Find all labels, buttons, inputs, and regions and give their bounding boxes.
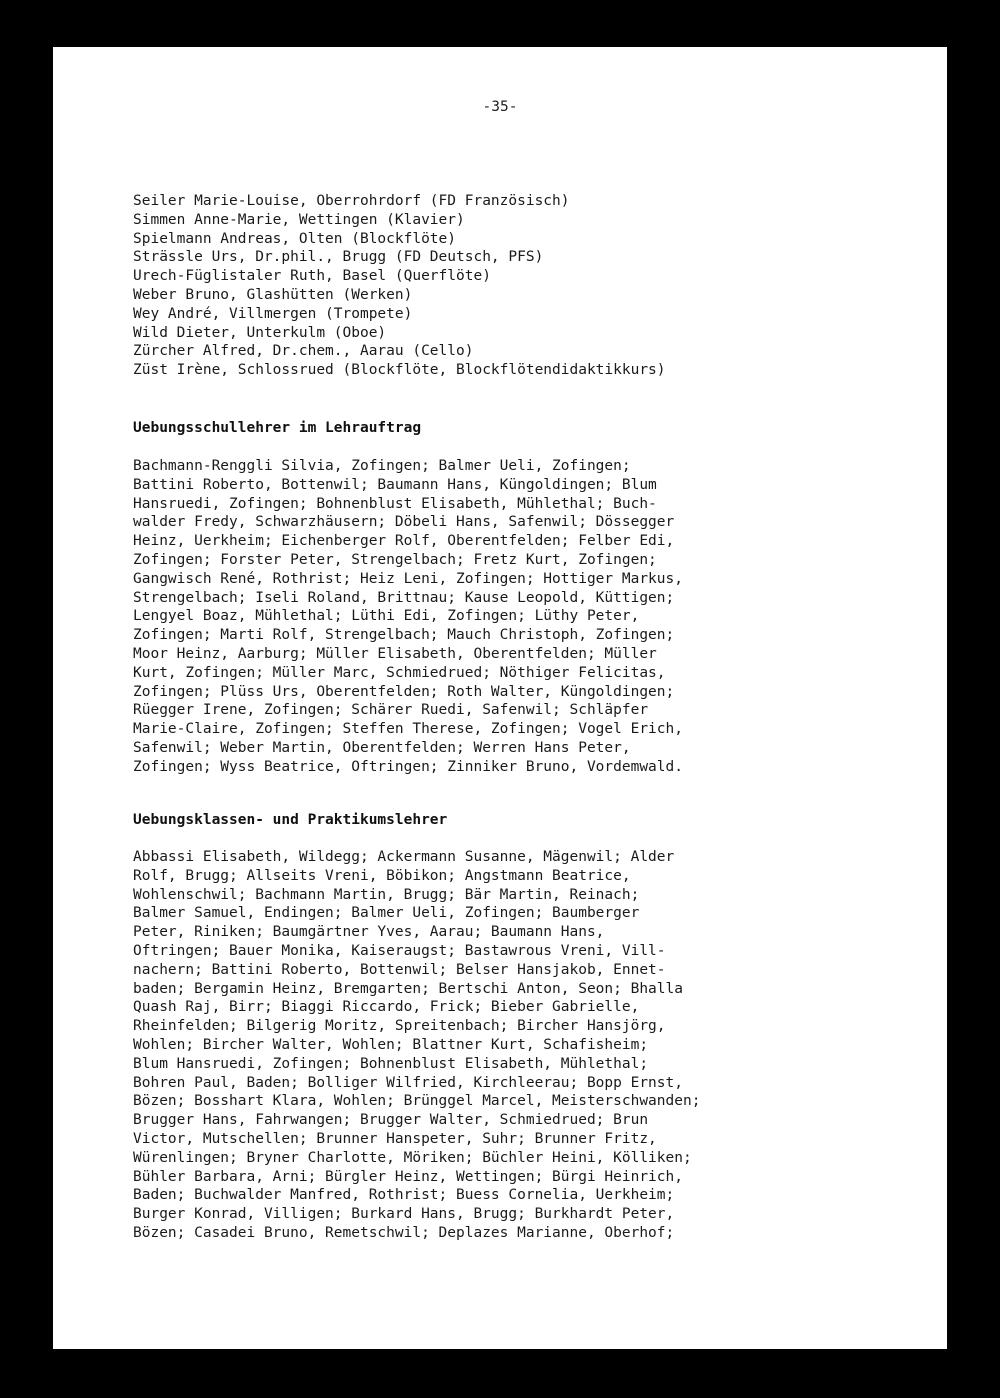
- paragraph-line: Burger Konrad, Villigen; Burkard Hans, Brugg; Burkhardt Peter,: [133, 1206, 675, 1223]
- paragraph-line: Battini Roberto, Bottenwil; Baumann Hans, Küngoldingen; Blum: [133, 476, 657, 493]
- staff-list: [133, 192, 893, 380]
- paragraph-line: Marie-Claire, Zofingen; Steffen Therese, Zofingen; Vogel Erich,: [133, 721, 683, 738]
- paragraph-line: Rheinfelden; Bilgerig Moritz, Spreitenbach; Bircher Hansjörg,: [133, 1018, 666, 1035]
- paragraph-line: Lengyel Boaz, Mühlethal; Lüthi Edi, Zofingen; Lüthy Peter,: [133, 608, 640, 625]
- list-line: Wey André, Villmergen (Trompete): [133, 305, 413, 322]
- list-line: Wild Dieter, Unterkulm (Oboe): [133, 324, 387, 341]
- paragraph-line: Kurt, Zofingen; Müller Marc, Schmiedrued; Nöthiger Felicitas,: [133, 664, 666, 681]
- paragraph-line: Peter, Riniken; Baumgärtner Yves, Aarau; Baumann Hans,: [133, 924, 605, 941]
- list-line: Urech-Füglistaler Ruth, Basel (Querflöte): [133, 268, 491, 285]
- paragraph-line: Bözen; Bosshart Klara, Wohlen; Brünggel Marcel, Meisterschwanden;: [133, 1093, 701, 1110]
- paragraph-line: Würenlingen; Bryner Charlotte, Möriken; Büchler Heini, Kölliken;: [133, 1149, 692, 1166]
- paragraph-line: Moor Heinz, Aarburg; Müller Elisabeth, Oberentfelden; Müller: [133, 645, 657, 662]
- paragraph-line: Abbassi Elisabeth, Wildegg; Ackermann Susanne, Mägenwil; Alder: [133, 849, 675, 865]
- paragraph-line: Zofingen; Plüss Urs, Oberentfelden; Roth Walter, Küngoldingen;: [133, 683, 675, 700]
- paragraph-line: Brugger Hans, Fahrwangen; Brugger Walter, Schmiedrued; Brun: [133, 1112, 649, 1129]
- paragraph-line: Bachmann-Renggli Silvia, Zofingen; Balmer Ueli, Zofingen;: [133, 458, 631, 474]
- paragraph-line: Bözen; Casadei Bruno, Remetschwil; Deplazes Marianne, Oberhof;: [133, 1224, 675, 1241]
- paragraph-line: Quash Raj, Birr; Biaggi Riccardo, Frick; Bieber Gabrielle,: [133, 999, 640, 1016]
- paragraph-line: Oftringen; Bauer Monika, Kaiseraugst; Bastawrous Vreni, Vill-: [133, 942, 666, 959]
- section-heading-uebungsschullehrer: Uebungsschullehrer im Lehrauftrag: [133, 420, 422, 436]
- paragraph-line: nachern; Battini Roberto, Bottenwil; Belser Hansjakob, Ennet-: [133, 961, 666, 978]
- paragraph-line: Wohlenschwil; Bachmann Martin, Brugg; Bär Martin, Reinach;: [133, 886, 640, 903]
- section-body-uebungsschullehrer: [133, 457, 893, 777]
- paragraph-line: Rüegger Irene, Zofingen; Schärer Ruedi, Safenwil; Schläpfer: [133, 702, 649, 719]
- list-line: Weber Bruno, Glashütten (Werken): [133, 286, 413, 303]
- list-line: Züst Irène, Schlossrued (Blockflöte, Blockflötendidaktikkurs): [133, 362, 666, 379]
- page-number: -35-: [482, 99, 518, 115]
- list-line: Spielmann Andreas, Olten (Blockflöte): [133, 230, 457, 247]
- list-line: Zürcher Alfred, Dr.chem., Aarau (Cello): [133, 343, 474, 360]
- paragraph-line: Heinz, Uerkheim; Eichenberger Rolf, Oberentfelden; Felber Edi,: [133, 533, 675, 550]
- document-page: [53, 47, 947, 1349]
- paragraph-line: walder Fredy, Schwarzhäusern; Döbeli Hans, Safenwil; Dössegger: [133, 514, 675, 531]
- paragraph-line: Blum Hansruedi, Zofingen; Bohnenblust Elisabeth, Mühlethal;: [133, 1055, 649, 1072]
- paragraph-line: Hansruedi, Zofingen; Bohnenblust Elisabeth, Mühlethal; Buch-: [133, 495, 657, 512]
- paragraph-line: Zofingen; Marti Rolf, Strengelbach; Mauch Christoph, Zofingen;: [133, 627, 675, 644]
- paragraph-line: Bohren Paul, Baden; Bolliger Wilfried, Kirchleerau; Bopp Ernst,: [133, 1074, 683, 1091]
- paragraph-line: Gangwisch René, Rothrist; Heiz Leni, Zofingen; Hottiger Markus,: [133, 570, 683, 587]
- paragraph-line: Bühler Barbara, Arni; Bürgler Heinz, Wettingen; Bürgi Heinrich,: [133, 1168, 683, 1185]
- paragraph-line: Rolf, Brugg; Allseits Vreni, Böbikon; Angstmann Beatrice,: [133, 867, 631, 884]
- paragraph-line: Zofingen; Wyss Beatrice, Oftringen; Zinniker Bruno, Vordemwald.: [133, 758, 683, 775]
- list-line: Seiler Marie-Louise, Oberrohrdorf (FD Französisch): [133, 193, 570, 209]
- paragraph-line: Victor, Mutschellen; Brunner Hanspeter, Suhr; Brunner Fritz,: [133, 1130, 657, 1147]
- list-line: Simmen Anne-Marie, Wettingen (Klavier): [133, 211, 465, 228]
- paragraph-line: Safenwil; Weber Martin, Oberentfelden; Werren Hans Peter,: [133, 739, 631, 756]
- paragraph-line: Zofingen; Forster Peter, Strengelbach; Fretz Kurt, Zofingen;: [133, 551, 657, 568]
- paragraph-line: baden; Bergamin Heinz, Bremgarten; Bertschi Anton, Seon; Bhalla: [133, 980, 683, 997]
- section-heading-praktikumslehrer: Uebungsklassen- und Praktikumslehrer: [133, 812, 448, 828]
- paragraph-line: Balmer Samuel, Endingen; Balmer Ueli, Zofingen; Baumberger: [133, 905, 640, 922]
- list-line: Strässle Urs, Dr.phil., Brugg (FD Deutsch, PFS): [133, 249, 544, 266]
- section-body-praktikumslehrer: [133, 848, 893, 1243]
- paragraph-line: Baden; Buchwalder Manfred, Rothrist; Buess Cornelia, Uerkheim;: [133, 1187, 675, 1204]
- paragraph-line: Strengelbach; Iseli Roland, Brittnau; Kause Leopold, Küttigen;: [133, 589, 675, 606]
- paragraph-line: Wohlen; Bircher Walter, Wohlen; Blattner Kurt, Schafisheim;: [133, 1036, 649, 1053]
